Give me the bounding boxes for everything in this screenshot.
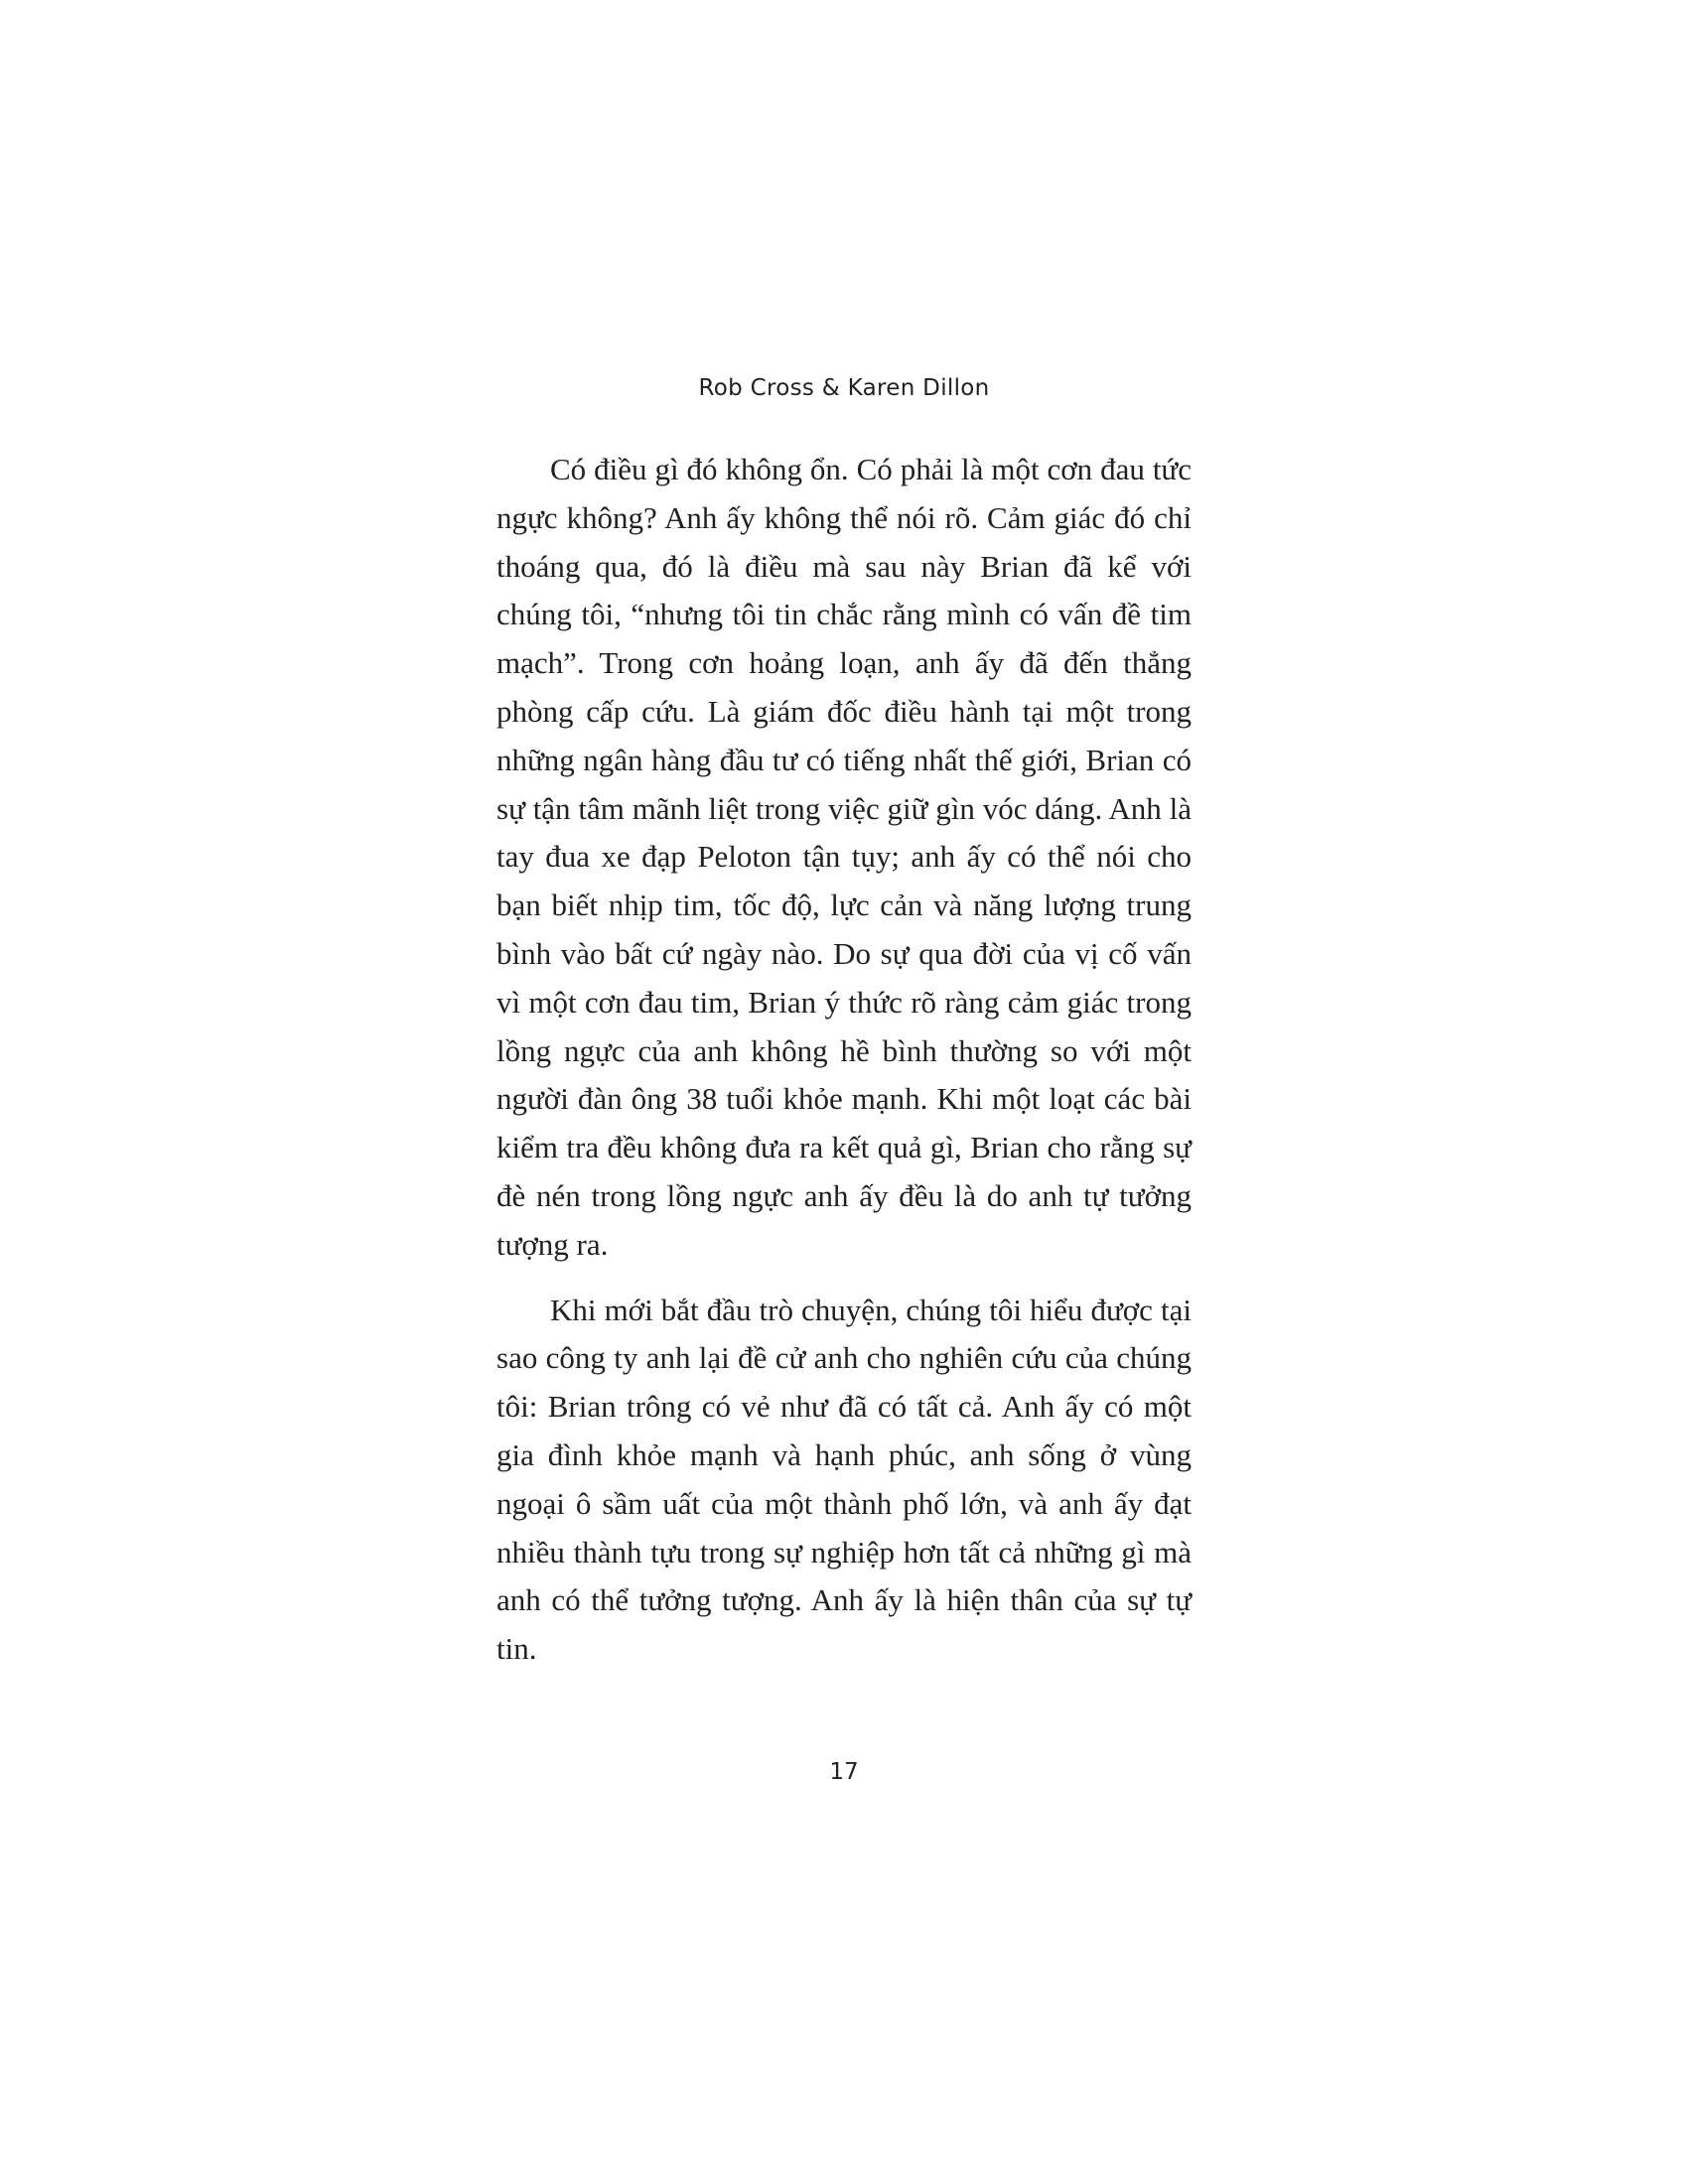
paragraph: Có điều gì đó không ổn. Có phải là một cơn đau tức ngực không? Anh ấy không thể nói rõ. Cảm giác đó chỉ thoáng qua, đó là điều mà sau này Brian đã kể với chúng tôi, “nhưng tôi tin chắc rằng mình có vấn đề tim mạch”. Trong cơn hoảng loạn, anh ấy đã đến thẳng phòng cấp cứu. Là giám đốc điều hành tại một trong những ngân hàng đầu tư có tiếng nhất thế giới, Brian có sự tận tâm mãnh liệt trong việc giữ gìn vóc dáng. Anh là tay đua xe đạp Peloton tận tụy; anh ấy có thể nói cho bạn biết nhịp tim, tốc độ, lực cản và năng lượng trung bình vào bất cứ ngày nào. Do sự qua đời của vị cố vấn vì một cơn đau tim, Brian ý thức rõ ràng cảm giác trong lồng ngực của anh không hề bình thường so với một người đàn ông 38 tuổi khỏe mạnh. Khi một loạt các bài kiểm tra đều không đưa ra kết quả gì, Brian cho rằng sự đè nén trong lồng ngực anh ấy đều là do anh tự tưởng tượng ra. [496,452,1192,1262]
body-text [496,446,1192,1674]
paragraph: Khi mới bắt đầu trò chuyện, chúng tôi hiểu được tại sao công ty anh lại đề cử anh cho nghiên cứu của chúng tôi: Brian trông có vẻ như đã có tất cả. Anh ấy có một gia đình khỏe mạnh và hạnh phúc, anh sống ở vùng ngoại ô sầm uất của một thành phố lớn, và anh ấy đạt nhiều thành tựu trong sự nghiệp hơn tất cả những gì mà anh có thể tưởng tượng. Anh ấy là hiện thân của sự tự tin. [496,1292,1192,1667]
running-head: Rob Cross & Karen Dillon [698,375,990,401]
page-number: 17 [829,1759,859,1785]
